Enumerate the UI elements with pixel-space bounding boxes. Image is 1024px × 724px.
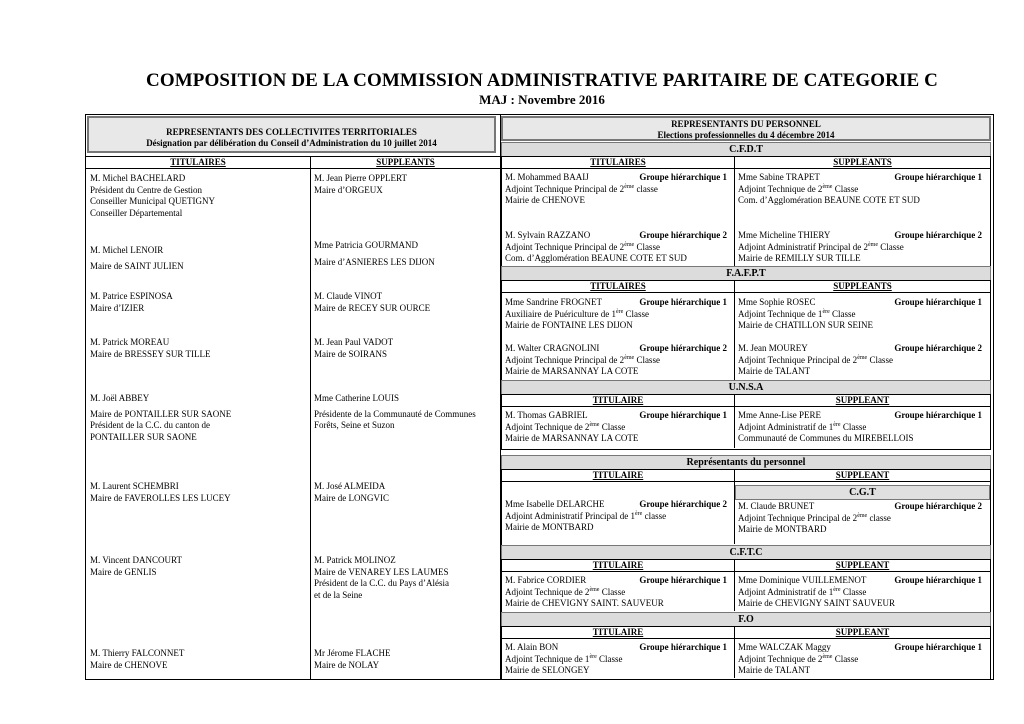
representant-lieu: Mairie de TALANT [738, 665, 811, 675]
column-divider [734, 156, 735, 266]
representant-lieu: Mairie de TALANT [738, 366, 811, 376]
fo-suppleant [738, 642, 986, 677]
representant-name: Mme WALCZAK Maggy [738, 642, 831, 652]
column-divider [734, 280, 735, 380]
collectivites-titulaires-label: TITULAIRES [86, 157, 310, 169]
titulaire-column-label: TITULAIRE [502, 627, 734, 639]
titulaire-line: Maire de SAINT JULIEN [90, 260, 184, 271]
collectivite-suppleant [314, 481, 389, 504]
groupe-hierarchique: Groupe hiérarchique 1 [639, 642, 727, 652]
cftc-suppleant [738, 575, 986, 610]
representant-lieu: Mairie de SELONGEY [505, 665, 590, 675]
representant-grade: Adjoint Technique de 2ème Classe [505, 421, 626, 432]
groupe-hierarchique: Groupe hiérarchique 2 [894, 230, 982, 240]
representant-name: M. Claude BRUNET [738, 501, 815, 511]
syndicat-fafpt: F.A.F.P.T [501, 266, 991, 281]
collectivite-suppleant [314, 240, 435, 268]
groupe-hierarchique: Groupe hiérarchique 1 [639, 575, 727, 585]
collectivites-suppleants-label: SUPPLEANTS [310, 157, 501, 169]
groupe-hierarchique: Groupe hiérarchique 1 [639, 297, 727, 307]
collectivite-titulaire [90, 481, 231, 504]
cfdt-titulaire-1 [505, 172, 731, 207]
titulaire-line: PONTAILLER SUR SAONE [90, 431, 197, 442]
representant-name: Mme Sabine TRAPET [738, 172, 820, 182]
collectivite-titulaire [90, 173, 215, 219]
cfdt-suppleant-2 [738, 230, 986, 265]
representant-name: Mme Micheline THIERY [738, 230, 831, 240]
titulaire-line: M. Thierry FALCONNET [90, 648, 185, 658]
unsa-suppleant [738, 410, 986, 445]
collectivite-titulaire [90, 337, 211, 360]
collectivites-header-title: REPRESENTANTS DES COLLECTIVITES TERRITORIALES [166, 127, 417, 137]
titulaire-line: M. Michel BACHELARD [90, 173, 186, 183]
syndicat-cftc: C.F.T.C [501, 545, 991, 560]
representant-lieu: Mairie de REMILLY SUR TILLE [738, 253, 861, 263]
collectivites-header-designation: Désignation par délibération du Conseil d’Administration du 10 juillet 2014 [146, 138, 437, 148]
syndicat-unsa: U.N.S.A [501, 380, 991, 395]
fafpt-titulaire-2 [505, 343, 731, 378]
representant-name: M. Jean MOUREY [738, 343, 808, 353]
representant-grade: Adjoint Technique Principal de 2ème classe [738, 512, 891, 523]
suppleant-line: Maire d’ORGEUX [314, 184, 383, 195]
suppleant-line: Forêts, Seine et Suzon [314, 420, 395, 430]
syndicat-cgt: C.G.T [735, 485, 990, 500]
representant-name: M. Fabrice CORDIER [505, 575, 587, 585]
suppleant-line: Maire d’ASNIERES LES DIJON [314, 256, 435, 267]
composition-table [85, 114, 994, 680]
titulaire-line: Président de la C.C. du canton de [90, 420, 210, 430]
suppleant-line: Maire de RECEY SUR OURCE [314, 302, 431, 313]
syndicat-cfdt: C.F.D.T [501, 142, 991, 157]
titulaire-line: Conseiller Municipal QUETIGNY [90, 196, 215, 206]
collectivite-titulaire [90, 648, 184, 671]
representant-grade: Adjoint Technique Principal de 2ème Classe [505, 241, 660, 252]
representant-name: M. Mohammed BAAIJ [505, 172, 589, 182]
fafpt-titulaire-1 [505, 297, 731, 332]
titulaire-line: M. Vincent DANCOURT [90, 555, 182, 565]
groupe-hierarchique: Groupe hiérarchique 1 [894, 642, 982, 652]
collectivite-titulaire [90, 291, 173, 314]
representant-grade: Adjoint Technique de 2ème Classe [738, 653, 859, 664]
collectivite-suppleant [314, 173, 407, 196]
representant-name: Mme Sandrine FROGNET [505, 297, 602, 307]
representant-lieu: Mairie de MONTBARD [738, 524, 827, 534]
suppleant-column-label: SUPPLEANT [735, 627, 990, 639]
titulaire-line: Maire de PONTAILLER SUR SAONE [90, 408, 232, 419]
representant-name: Mme Isabelle DELARCHE [505, 499, 605, 509]
unsa-titulaire [505, 410, 731, 445]
representant-grade: Adjoint Administratif de 1ère Classe [738, 421, 867, 432]
fafpt-suppleant-1 [738, 297, 986, 332]
collectivites-header [87, 116, 496, 153]
representant-grade: Adjoint Technique de 2ème Classe [505, 586, 626, 597]
titulaire-column-label: TITULAIRES [502, 157, 734, 169]
representant-grade: Adjoint Technique de 1ère Classe [738, 308, 856, 319]
groupe-hierarchique: Groupe hiérarchique 2 [894, 343, 982, 353]
titulaire-line: Conseiller Départemental [90, 207, 183, 218]
suppleant-column-label: SUPPLEANTS [735, 157, 990, 169]
suppleant-line: M. Patrick MOLINOZ [314, 555, 396, 565]
representant-lieu: Mairie de MARSANNAY LA COTE [505, 433, 639, 443]
suppleant-line: Président de la C.C. du Pays d’Alésia [314, 578, 449, 588]
representant-lieu: Mairie de CHENOVE [505, 195, 585, 205]
suppleant-line: Maire de LONGVIC [314, 492, 389, 503]
suppleant-line: M. José ALMEIDA [314, 481, 386, 491]
titulaire-line: M. Patrick MOREAU [90, 337, 170, 347]
suppleant-column-label: SUPPLEANT [735, 470, 990, 482]
titulaire-line: Maire de CHENOVE [90, 659, 168, 670]
page-title: COMPOSITION DE LA COMMISSION ADMINISTRATIVE PARITAIRE DE CATEGORIE C [146, 70, 938, 91]
titulaire-line: Maire de FAVEROLLES LES LUCEY [90, 492, 231, 503]
suppleant-line: Maire de NOLAY [314, 659, 380, 670]
groupe-hierarchique: Groupe hiérarchique 1 [894, 410, 982, 420]
representant-name: M. Alain BON [505, 642, 559, 652]
suppleant-column-label: SUPPLEANT [735, 395, 990, 407]
titulaire-line: M. Patrice ESPINOSA [90, 291, 173, 301]
personnel-header [501, 116, 991, 141]
personnel-header-title: REPRESENTANTS DU PERSONNEL [671, 119, 821, 129]
suppleant-line: Mr Jérome FLACHE [314, 648, 391, 658]
collectivite-suppleant [314, 393, 476, 432]
representant-grade: Adjoint Technique Principal de 2ème Classe [505, 354, 660, 365]
representant-grade: Adjoint Administratif de 1ère Classe [738, 586, 867, 597]
fafpt-suppleant-2 [738, 343, 986, 378]
suppleant-line: Mme Catherine LOUIS [314, 393, 399, 403]
cfdt-suppleant-1 [738, 172, 986, 207]
titulaire-line: M. Laurent SCHEMBRI [90, 481, 179, 491]
titulaire-column-label: TITULAIRE [502, 560, 734, 572]
representant-grade: Adjoint Administratif Principal de 1ère classe [505, 510, 667, 521]
groupe-hierarchique: Groupe hiérarchique 1 [894, 172, 982, 182]
syndicat-fo: F.O [501, 612, 991, 627]
cfdt-titulaire-2 [505, 230, 731, 265]
collectivite-suppleant [314, 648, 391, 671]
suppleant-line: et de la Seine [314, 589, 363, 600]
representant-lieu: Mairie de MONTBARD [505, 522, 594, 532]
suppleant-line: Maire de SOIRANS [314, 348, 387, 359]
rep-titulaire [505, 499, 731, 534]
cftc-titulaire [505, 575, 731, 610]
collectivite-titulaire [90, 555, 182, 578]
titulaire-line: M. Joël ABBEY [90, 393, 150, 403]
representant-name: M. Walter CRAGNOLINI [505, 343, 600, 353]
personnel-header-elections: Elections professionnelles du 4 décembre 2014 [657, 130, 835, 140]
groupe-hierarchique: Groupe hiérarchique 1 [894, 297, 982, 307]
representant-grade: Adjoint Technique de 1ère Classe [505, 653, 623, 664]
representant-lieu: Com. d’Agglomération BEAUNE COTE ET SUD [738, 195, 920, 205]
rep-suppleant [738, 501, 986, 536]
suppleant-line: M. Claude VINOT [314, 291, 383, 301]
titulaire-line: M. Michel LENOIR [90, 245, 164, 255]
representant-grade: Adjoint Technique Principal de 2ème Classe [738, 354, 893, 365]
collectivite-suppleant [314, 291, 430, 314]
suppleant-line: Mme Patricia GOURMAND [314, 240, 418, 250]
representant-name: M. Thomas GABRIEL [505, 410, 588, 420]
suppleant-line: M. Jean Pierre OPPLERT [314, 173, 407, 183]
representant-lieu: Com. d’Agglomération BEAUNE COTE ET SUD [505, 253, 687, 263]
suppleant-line: Présidente de la Communauté de Communes [314, 408, 476, 419]
titulaire-line: Président du Centre de Gestion [90, 184, 202, 195]
representant-lieu: Mairie de FONTAINE LES DIJON [505, 320, 633, 330]
representant-name: Mme Dominique VUILLEMENOT [738, 575, 867, 585]
representant-name: M. Sylvain RAZZANO [505, 230, 591, 240]
representant-lieu: Mairie de CHATILLON SUR SEINE [738, 320, 873, 330]
titulaire-line: Maire d’IZIER [90, 302, 145, 313]
representant-grade: Adjoint Administratif Principal de 2ème Classe [738, 241, 904, 252]
titulaire-column-label: TITULAIRES [502, 281, 734, 293]
syndicat-representants: Représentants du personnel [501, 455, 991, 470]
suppleant-line: M. Jean Paul VADOT [314, 337, 394, 347]
personnel-area [501, 115, 993, 679]
representant-name: Mme Anne-Lise PERE [738, 410, 821, 420]
collectivite-suppleant [314, 337, 393, 360]
representant-lieu: Mairie de MARSANNAY LA COTE [505, 366, 639, 376]
fo-titulaire [505, 642, 731, 677]
titulaire-column-label: TITULAIRE [502, 395, 734, 407]
titulaire-line: Maire de GENLIS [90, 566, 157, 577]
representant-lieu: Mairie de CHEVIGNY SAINT. SAUVEUR [505, 598, 664, 608]
groupe-hierarchique: Groupe hiérarchique 2 [639, 499, 727, 509]
groupe-hierarchique: Groupe hiérarchique 1 [639, 410, 727, 420]
groupe-hierarchique: Groupe hiérarchique 2 [639, 230, 727, 240]
suppleant-column-label: SUPPLEANTS [735, 281, 990, 293]
representant-grade: Adjoint Technique Principal de 2ème classe [505, 183, 658, 194]
representant-grade: Auxiliaire de Puériculture de 1ère Classe [505, 308, 650, 319]
representant-lieu: Communauté de Communes du MIREBELLOIS [738, 433, 914, 443]
titulaire-line: Maire de BRESSEY SUR TILLE [90, 348, 211, 359]
representant-grade: Adjoint Technique de 2ème Classe [738, 183, 859, 194]
page-subtitle: MAJ : Novembre 2016 [479, 92, 605, 107]
groupe-hierarchique: Groupe hiérarchique 2 [639, 343, 727, 353]
titulaire-column-label: TITULAIRE [502, 470, 734, 482]
collectivite-titulaire [90, 245, 184, 272]
collectivite-titulaire [90, 393, 231, 443]
representant-lieu: Mairie de CHEVIGNY SAINT SAUVEUR [738, 598, 895, 608]
groupe-hierarchique: Groupe hiérarchique 2 [894, 501, 982, 511]
collectivite-suppleant [314, 555, 449, 601]
representant-name: Mme Sophie ROSEC [738, 297, 816, 307]
suppleant-line: Maire de VENAREY LES LAUMES [314, 566, 449, 577]
suppleant-column-label: SUPPLEANT [735, 560, 990, 572]
groupe-hierarchique: Groupe hiérarchique 1 [894, 575, 982, 585]
groupe-hierarchique: Groupe hiérarchique 1 [639, 172, 727, 182]
